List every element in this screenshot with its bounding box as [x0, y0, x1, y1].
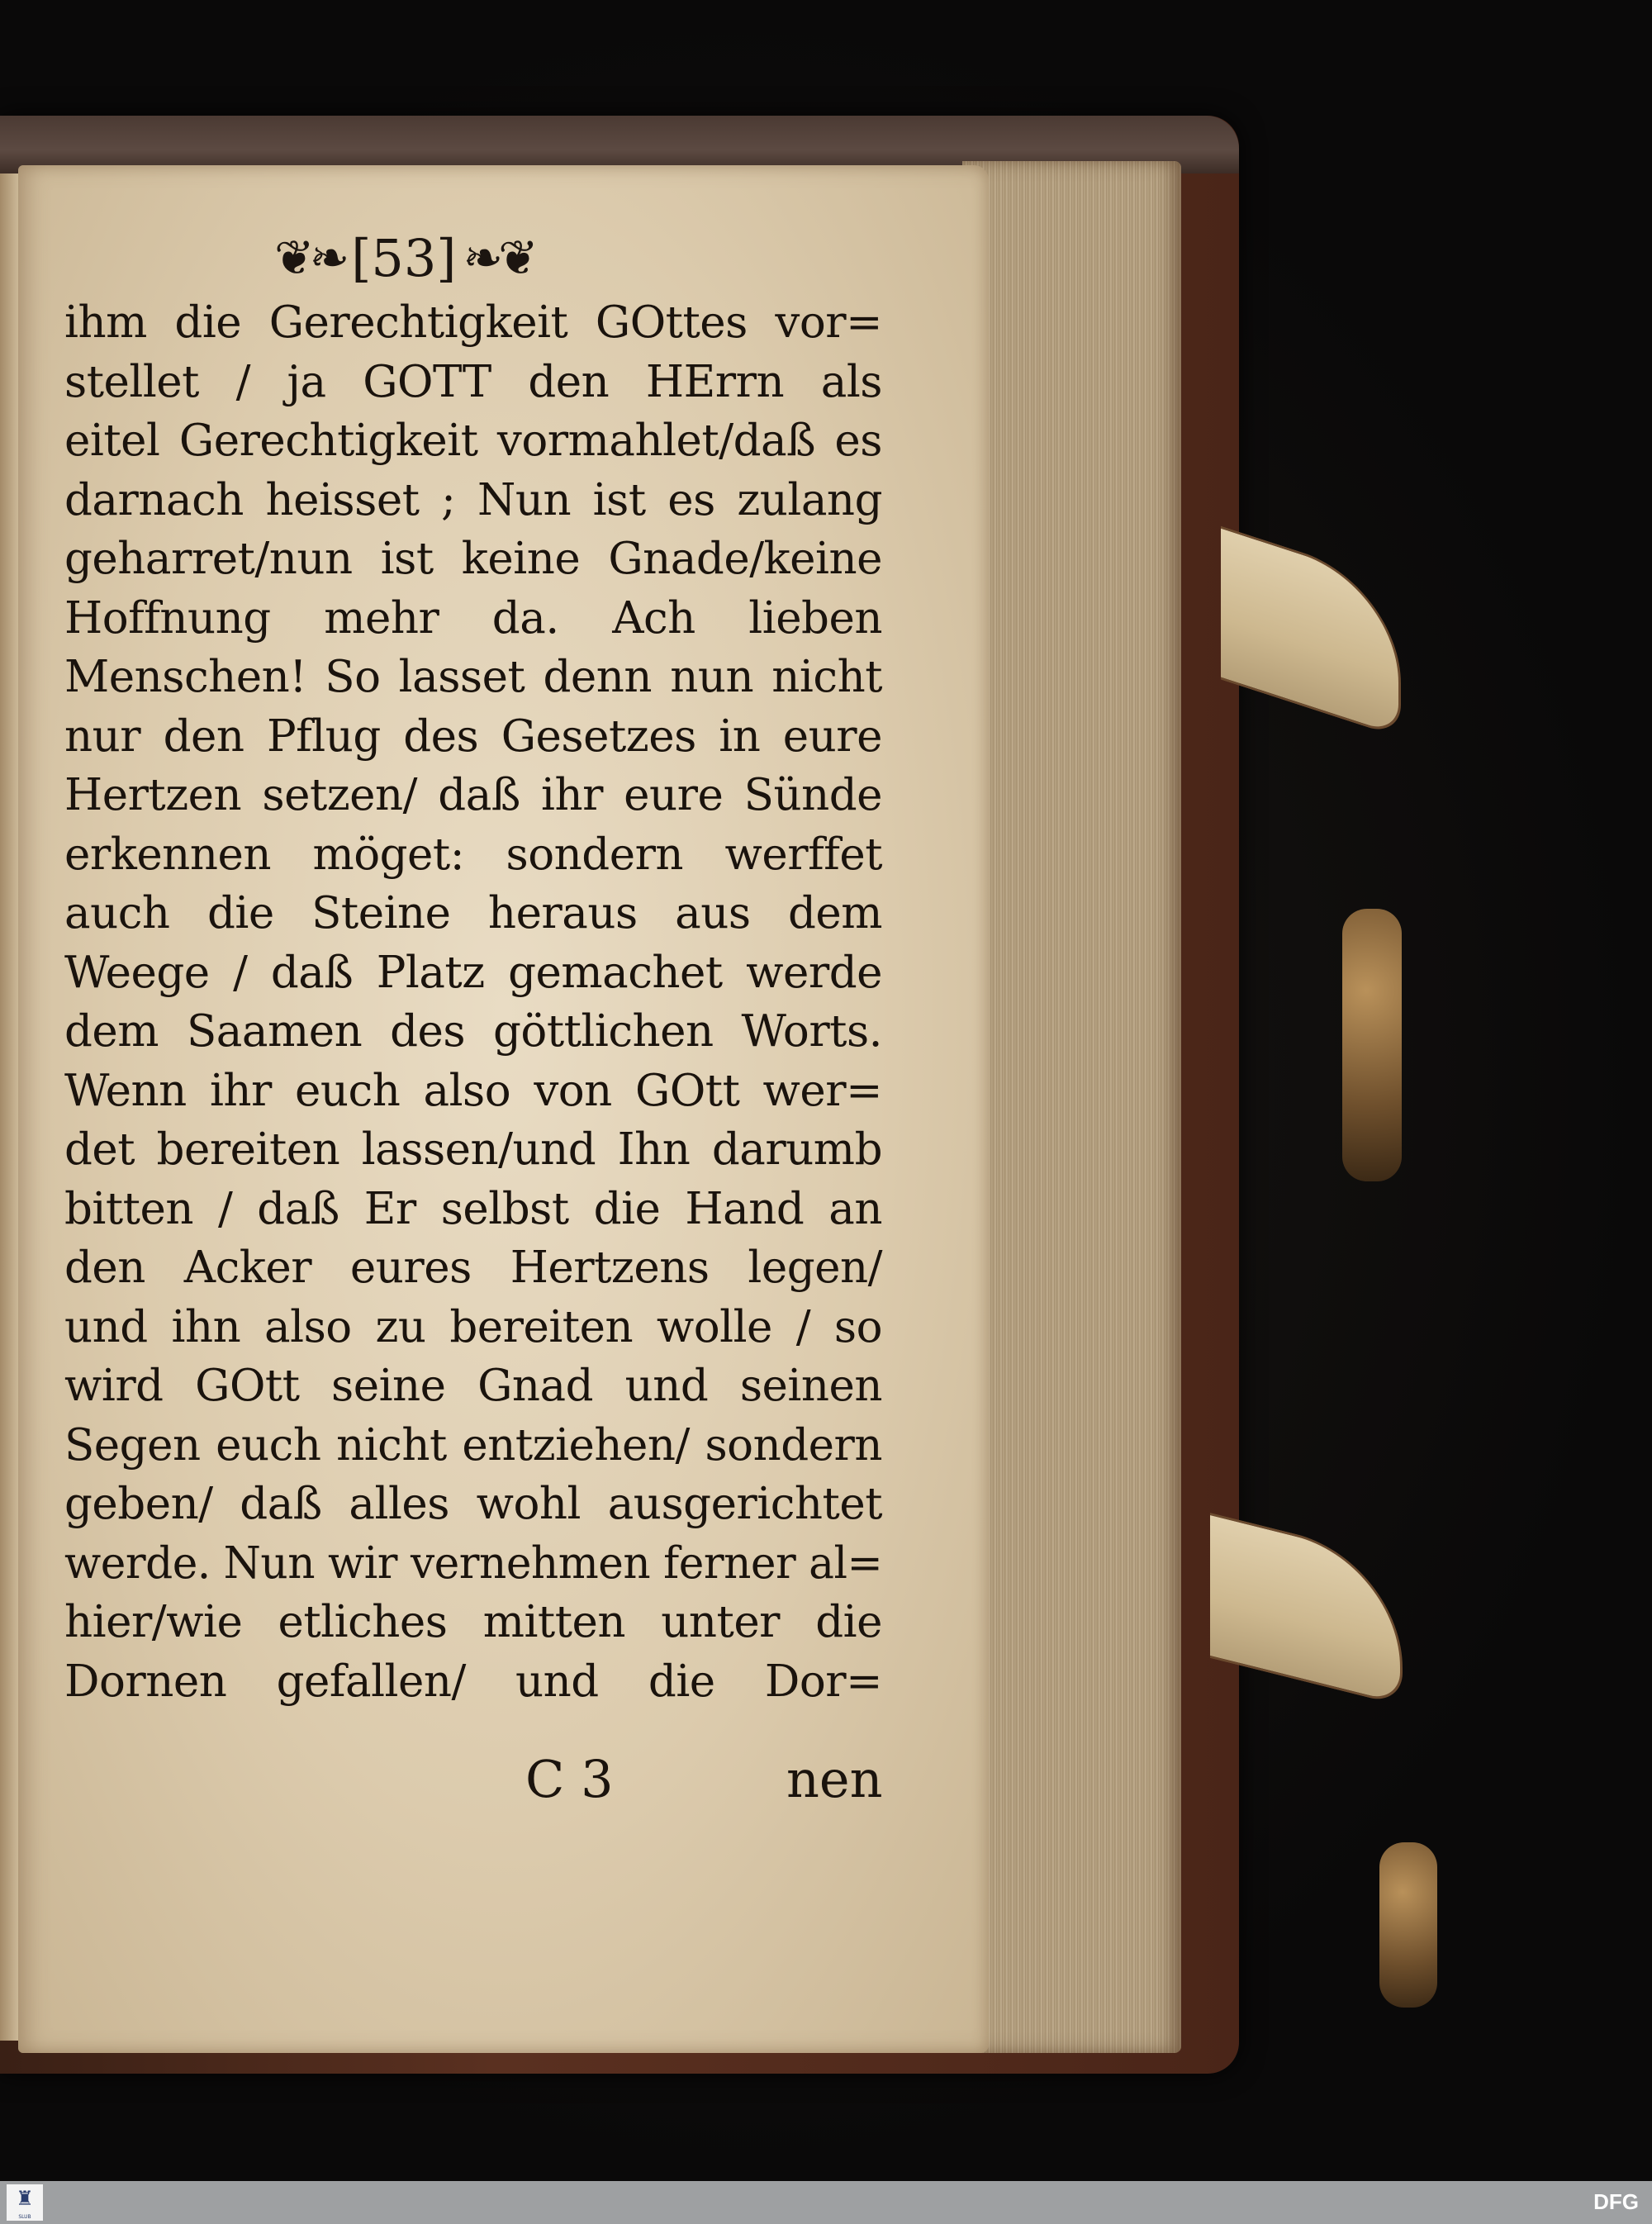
text-line: erkennen möget: sondern werffet: [64, 829, 882, 880]
library-logo[interactable]: [7, 2184, 43, 2221]
dfg-logo[interactable]: DFG: [1593, 2189, 1639, 2214]
text-line: bitten / daß Er selbst die Hand an: [64, 1183, 882, 1234]
text-line: auch die Steine heraus aus dem: [64, 888, 882, 939]
text-line: darnach heisset ; Nun ist es zulang: [64, 474, 882, 525]
library-logo-icon: ♜: [16, 2187, 34, 2210]
text-line: Segen euch nicht entziehen/ sondern: [64, 1419, 882, 1471]
signature-mark: C 3: [525, 1749, 614, 1809]
text-line: werde. Nun wir vernehmen ferner al=: [64, 1537, 883, 1589]
page-text-block: [64, 293, 882, 1711]
text-line: Wenn ihr euch also von GOtt wer=: [64, 1065, 882, 1116]
text-line: Menschen! So lasset denn nun nicht: [64, 652, 882, 702]
text-line: nur den Pflug des Gesetzes in eure: [64, 710, 882, 762]
text-line: det bereiten lassen/und Ihn darumb: [64, 1124, 882, 1175]
text-line: den Acker eures Hertzens legen/: [64, 1243, 882, 1293]
page-header: [274, 225, 534, 291]
upper-clasp-hook: [1342, 909, 1402, 1181]
text-line: Weege / daß Platz gemachet werde: [64, 947, 882, 998]
text-line: stellet / ja GOTT den HErrn als: [64, 356, 882, 407]
text-line: Hoffnung mehr da. Ach lieben: [64, 592, 882, 644]
catchword: nen: [786, 1749, 883, 1809]
viewer-footer-bar: [0, 2181, 1652, 2224]
page-number: [53]: [351, 227, 457, 288]
text-line: eitel Gerechtigkeit vormahlet/daß es: [64, 416, 882, 466]
text-line: hier/wie etliches mitten unter die: [64, 1597, 882, 1647]
library-logo-text: SLUB: [18, 2214, 31, 2220]
text-line: geharret/nun ist keine Gnade/keine: [64, 534, 882, 584]
ornament-right: ❧❦: [463, 230, 534, 286]
text-line: Hertzen setzen/ daß ihr eure Sünde: [64, 770, 882, 820]
text-line: und ihn also zu bereiten wolle / so: [64, 1301, 882, 1352]
page-block-fore-edge: [962, 161, 1181, 2053]
ornament-left: ❦❧: [274, 230, 345, 286]
text-line: dem Saamen des göttlichen Worts.: [64, 1006, 882, 1057]
lower-clasp-hook: [1379, 1842, 1437, 2008]
text-line: geben/ daß alles wohl ausgerichtet: [64, 1479, 882, 1529]
text-line: ihm die Gerechtigkeit GOttes vor=: [64, 297, 882, 348]
text-line: Dornen gefallen/ und die Dor=: [64, 1656, 882, 1707]
text-line: wird GOtt seine Gnad und seinen: [64, 1361, 882, 1411]
